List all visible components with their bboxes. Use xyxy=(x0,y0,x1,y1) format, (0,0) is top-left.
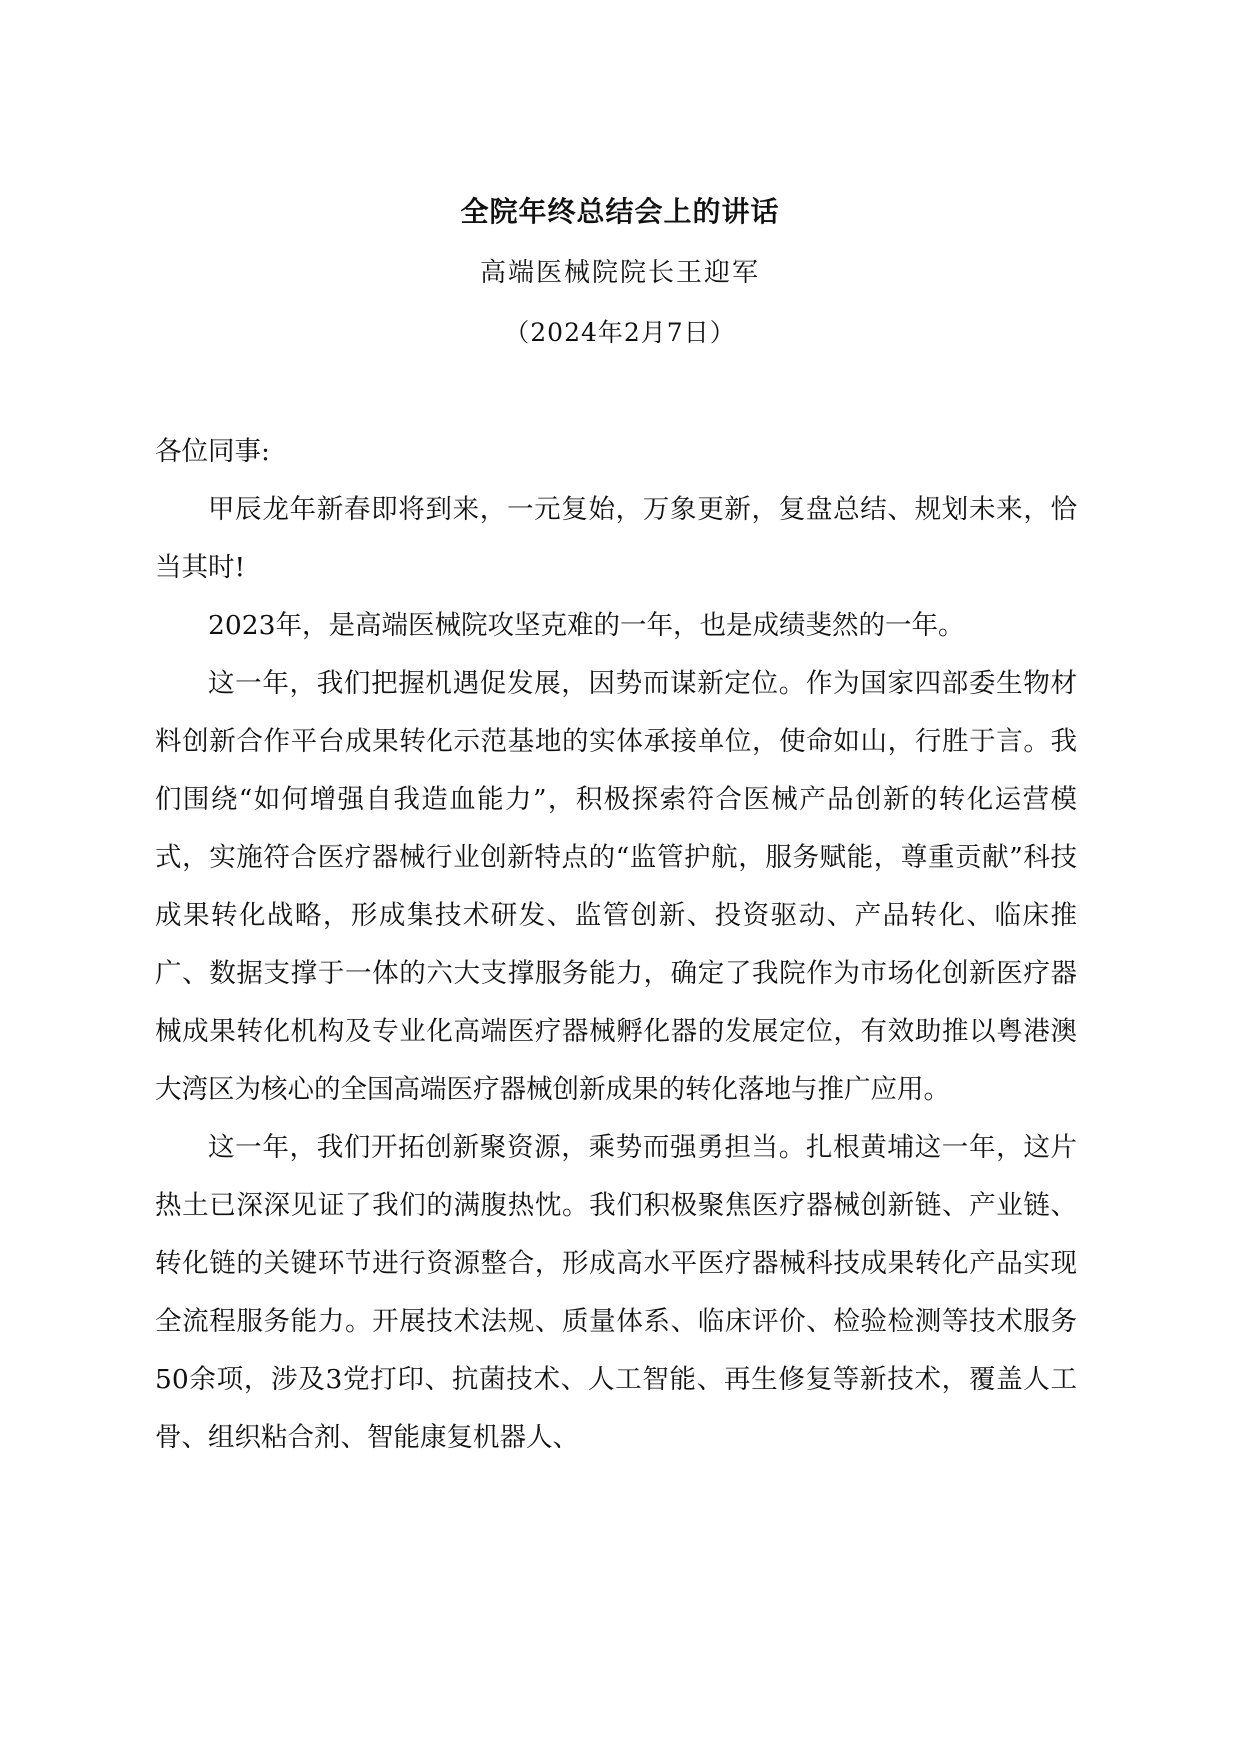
speech-body xyxy=(155,423,1077,1467)
speech-date: （2024年2月7日） xyxy=(504,318,736,347)
paragraph-1: 甲辰龙年新春即将到来，一元复始，万象更新，复盘总结、规划未来，恰当其时! xyxy=(155,494,1077,583)
speaker-line: 高端医械院院长王迎军 xyxy=(479,258,760,288)
paragraph-4: 这一年，我们开拓创新聚资源，乘势而强勇担当。扎根黄埔这一年，这片热土已深深见证了我们的满腹热忱。我们积极聚焦医疗器械创新链、产业链、转化链的关键环节进行资源整合，形成高水平医疗器械科技成果转化产品实现全流程服务能力。开展技术法规、质量体系、临床评价、检验检测等技术服务50余项，涉及3党打印、抗菌技术、人工智能、再生修复等新技术，覆盖人工骨、组织粘合剂、智能康复机器人、 xyxy=(155,1132,1077,1453)
greeting: 各位同事: xyxy=(155,436,270,467)
paragraph-3: 这一年，我们把握机遇促发展，因势而谋新定位。作为国家四部委生物材料创新合作平台成果转化示范基地的实体承接单位，使命如山，行胜于言。我们围绕“如何增强自我造血能力”，积极探索符合医械产品创新的转化运营模式，实施符合医疗器械行业创新特点的“监管护航，服务赋能，尊重贡献”科技成果转化战略，形成集技术研发、监管创新、投资驱动、产品转化、临床推广、数据支撑于一体的六大支撑服务能力，确定了我院作为市场化创新医疗器械成果转化机构及专业化高端医疗器械孵化器的发展定位，有效助推以粤港澳大湾区为核心的全国高端医疗器械创新成果的转化落地与推广应用。 xyxy=(155,668,1077,1105)
speech-title: 全院年终总结会上的讲话 xyxy=(460,195,780,228)
paragraph-2: 2023年，是高端医械院攻坚克难的一年，也是成绩斐然的一年。 xyxy=(208,610,965,641)
